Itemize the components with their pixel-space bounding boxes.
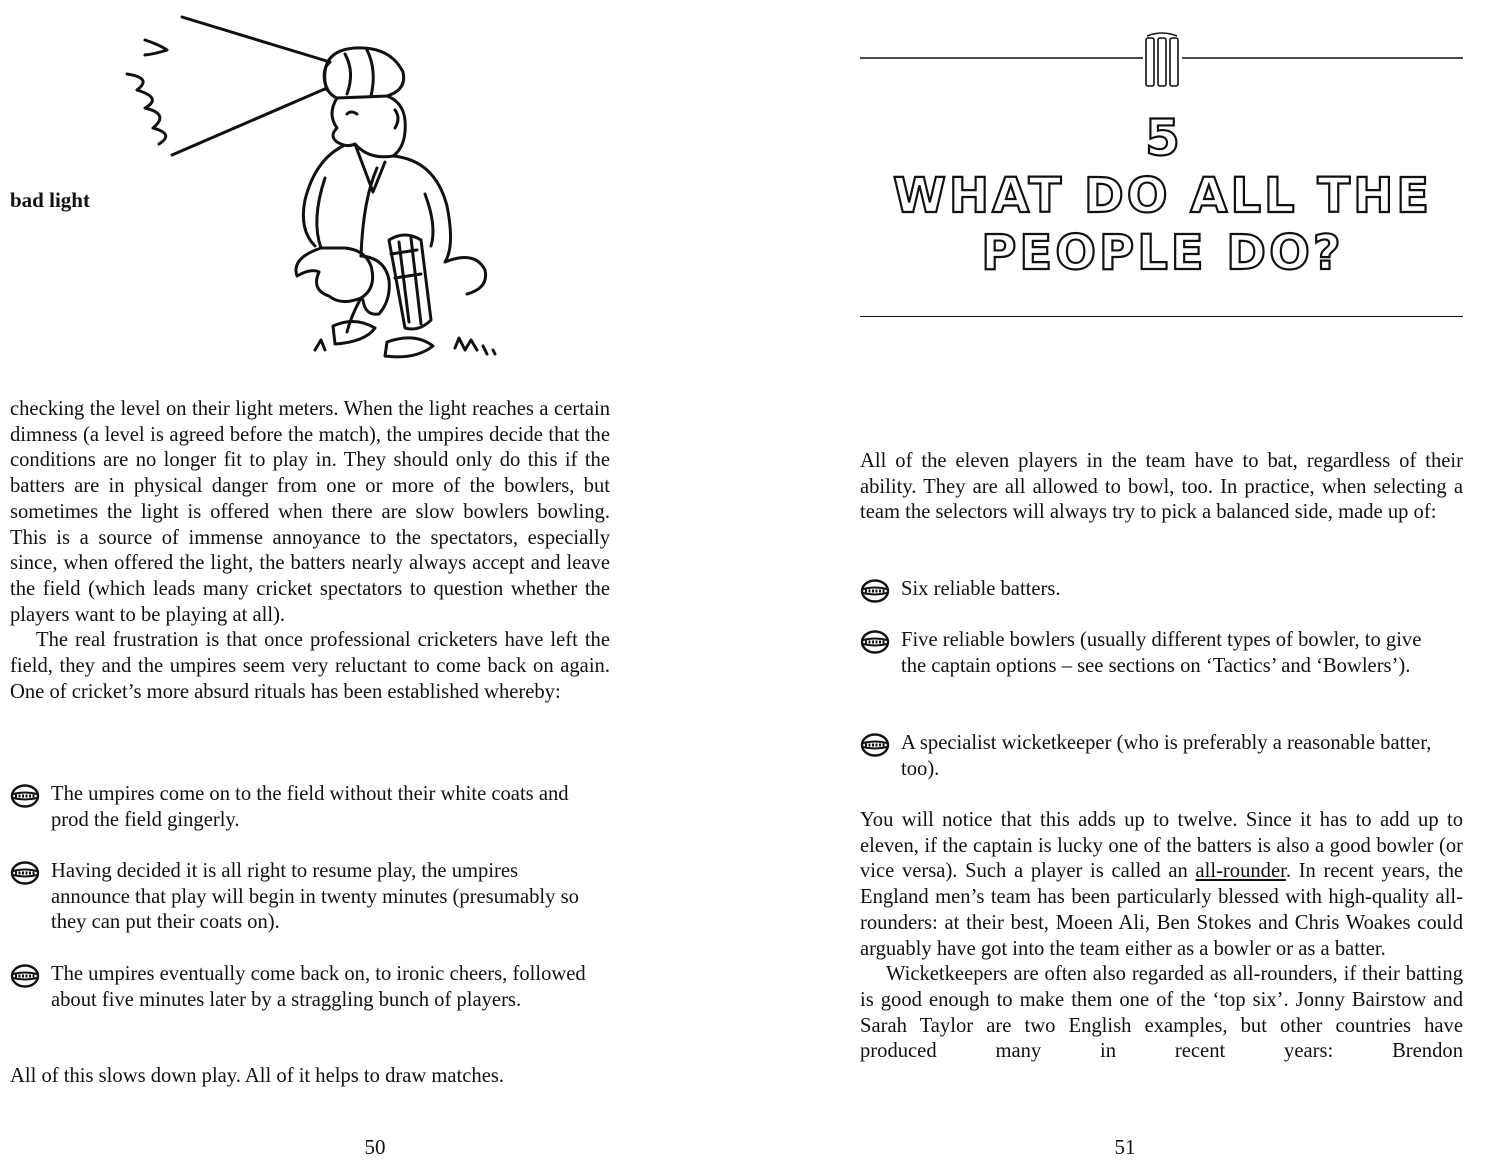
list-item [10, 859, 610, 936]
paragraph [860, 808, 1463, 962]
chapter-number: 5 [1145, 109, 1180, 167]
paragraph: All of the eleven players in the team have to bat, regardless of their ability. They are all allowed to bowl, too. In practice, when selecting a team the selectors will always try to pick a balanced side, made up of: [860, 450, 1463, 524]
text-run: . In recent years, the England men’s team has been particularly blessed with high-quality all-rounders: at their best, Moeen Ali, Ben Stokes and Chris Woakes could arguably have got into the team either as a bowler or as a batter. [860, 860, 1464, 960]
left-body-text [10, 397, 610, 705]
page-number: 50 [364, 1135, 386, 1159]
list-item [860, 731, 1460, 782]
closing-text: All of this slows down play. All of it helps to draw matches. [10, 1065, 505, 1087]
cricket-ball-icon [10, 784, 40, 808]
list-item-text: Five reliable bowlers (usually different types of bowler, to give the captain options – see sections on ‘Tactics’ and ‘Bowlers’). [901, 629, 1422, 677]
list-item [10, 962, 610, 1013]
chapter-title-line: PEOPLE DO? [981, 225, 1344, 281]
paragraph: The real frustration is that once professional cricketers have left the field, they and the umpires seem very reluctant to come back on again. One of cricket’s more absurd rituals has been established whereby: [10, 629, 610, 703]
chapter-title [860, 168, 1465, 282]
chapter-rule [860, 316, 1463, 317]
list-item-text: Six reliable batters. [901, 578, 1061, 600]
list-item-text: The umpires eventually come back on, to ironic cheers, followed about five minutes later by a straggling bunch of players. [51, 963, 586, 1011]
list-item [860, 577, 1460, 603]
glossary-term: all-rounder [1195, 860, 1286, 883]
paragraph: Wicketkeepers are often also regarded as all-rounders, if their batting is good enough to make them one of the ‘top six’. Jonny Bairstow and Sarah Taylor are two English examples, but other countries have produced many in recent years: Brendon [860, 963, 1463, 1063]
chapter-title-line: WHAT DO ALL THE [892, 168, 1433, 224]
list-item-text: A specialist wicketkeeper (who is preferably a reasonable batter, too). [901, 732, 1432, 780]
page-number: 51 [1114, 1135, 1136, 1159]
cricket-ball-icon [10, 861, 40, 885]
cricket-ball-icon [860, 733, 890, 757]
right-page [750, 0, 1500, 1166]
text-run: You will notice that this adds up to twelve. Since it has to add up to eleven, if the captain is lucky one of the batters is also a good bowler (or vice versa). Such a player is called an [860, 809, 1463, 883]
list-item-text: The umpires come on to the field without their white coats and prod the field gingerly. [51, 783, 569, 831]
umpire-with-headlamp-illustration [115, 10, 515, 365]
cricket-ball-icon [860, 630, 890, 654]
list-item [860, 628, 1460, 679]
illustration-caption: bad light [10, 188, 90, 212]
cricket-ball-icon [860, 579, 890, 603]
cricket-ball-icon [10, 964, 40, 988]
intro-text [860, 449, 1463, 526]
list-item [10, 782, 610, 833]
list-item-text: Having decided it is all right to resume play, the umpires announce that play will begin in twenty minutes (presumably so they can put their coats on). [51, 860, 579, 934]
wicket-stumps-icon [860, 28, 1465, 90]
paragraph: checking the level on their light meters. When the light reaches a certain dimness (a level is agreed before the match), the umpires decide that the conditions are no longer fit to play in. They should only do this if the batters are in physical danger from one or more of the bowlers, but sometimes the light is offered when there are slow bowlers bowling. This is a source of immense annoyance to the spectators, especially since, when offered the light, the batters nearly always accept and leave the field (which leads many cricket spectators to question whether the players want to be playing at all). [10, 398, 610, 626]
right-body-text [860, 808, 1463, 1065]
